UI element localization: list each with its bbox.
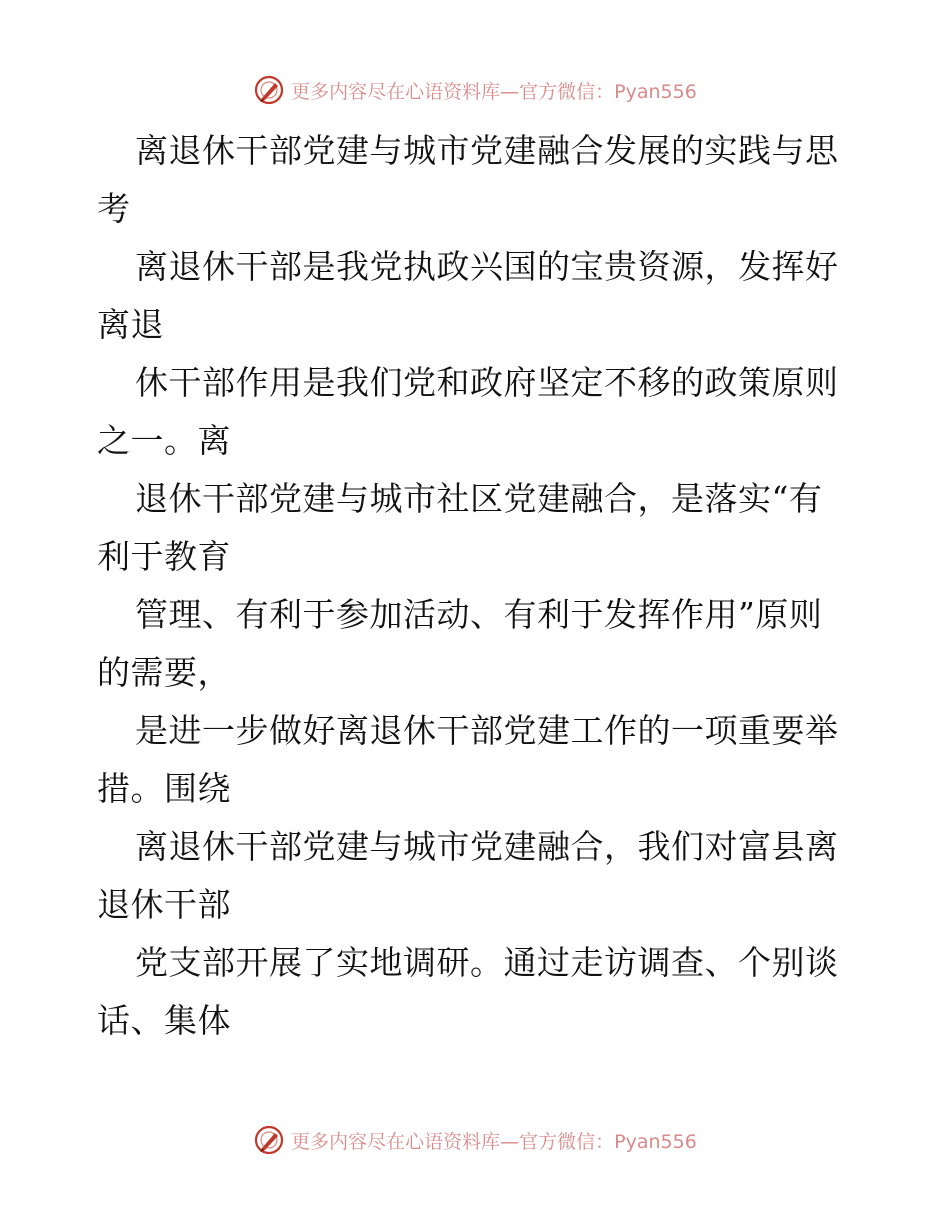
pen-logo-icon (253, 74, 285, 106)
header-watermark (0, 70, 950, 110)
watermark-text: 更多内容尽在心语资料库—官方微信：Pyan556 (291, 80, 697, 103)
text-line: 话、集体 (97, 1001, 231, 1040)
watermark-text: 更多内容尽在心语资料库—官方微信：Pyan556 (291, 1130, 697, 1153)
text-line: 离退休干部是我党执政兴国的宝贵资源，发挥好 (135, 247, 839, 286)
text-line: 休干部作用是我们党和政府坚定不移的政策原则 (135, 363, 839, 402)
text-line: 管理、有利于参加活动、有利于发挥作用”原则 (135, 595, 823, 634)
document-body (97, 122, 857, 1050)
pen-logo-icon (253, 1124, 285, 1156)
text-line: 离退休干部党建与城市党建融合，我们对富县离 (135, 827, 839, 866)
text-line: 之一。离 (97, 421, 231, 460)
text-line: 的需要， (97, 653, 231, 692)
text-line: 是进一步做好离退休干部党建工作的一项重要举 (135, 711, 839, 750)
text-line: 措。围绕 (97, 769, 231, 808)
text-line: 考 (97, 189, 131, 228)
text-line: 党支部开展了实地调研。通过走访调查、个别谈 (135, 943, 839, 982)
footer-watermark (0, 1120, 950, 1160)
text-line: 离退休干部党建与城市党建融合发展的实践与思 (135, 131, 839, 170)
text-line: 利于教育 (97, 537, 231, 576)
text-line: 退休干部 (97, 885, 231, 924)
text-line: 退休干部党建与城市社区党建融合，是落实“有 (135, 479, 823, 518)
text-line: 离退 (97, 305, 164, 344)
